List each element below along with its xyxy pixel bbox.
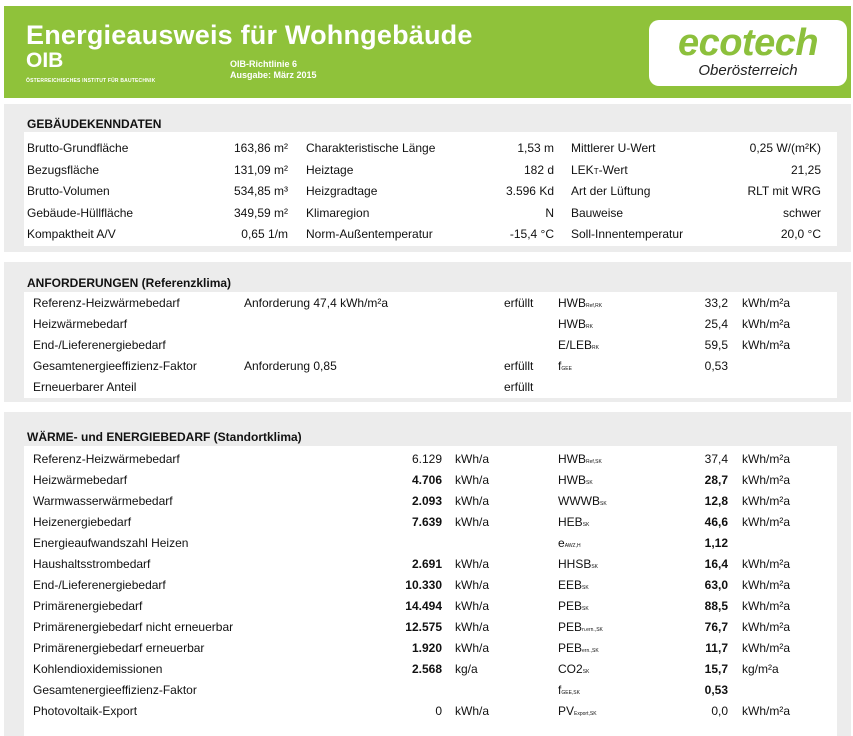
demand-symbol-main: CO2: [558, 662, 583, 676]
ecotech-logo: [649, 20, 847, 86]
demand-symbol: [558, 536, 581, 550]
demand-value: 6.129: [411, 452, 442, 466]
requirement-symbol: [558, 338, 599, 352]
guideline-info: [230, 59, 317, 81]
demand-symbol: [558, 494, 607, 508]
header-banner: [4, 6, 851, 98]
demand-symbol-subscript: n.ern.,SK: [582, 627, 603, 633]
demand-symbol-subscript: GEE,SK: [561, 690, 580, 696]
demand-unit: kWh/a: [455, 599, 490, 613]
requirement-value: 0,53: [704, 359, 728, 373]
demand-label: Referenz-Heizwärmebedarf: [33, 452, 180, 466]
gebaeude-label: Brutto-Grundfläche: [27, 141, 129, 155]
requirement-status: erfüllt: [504, 296, 534, 310]
oib-label: OIB: [26, 49, 64, 72]
gebaeude-value: 163,86 m²: [233, 141, 288, 155]
demand-unit: kWh/a: [455, 620, 490, 634]
gebaeude-title: GEBÄUDEKENNDATEN: [27, 117, 162, 131]
gebaeude-value: RLT mit WRG: [747, 184, 821, 198]
demand-label: Heizwärmebedarf: [33, 473, 128, 487]
gebaeude-label: [571, 163, 628, 177]
requirement-unit: kWh/m²a: [742, 296, 790, 310]
guideline-label: OIB-Richtlinie 6: [230, 59, 298, 69]
gebaeude-label: Soll-Innentemperatur: [571, 227, 684, 241]
demand-value: 2.093: [411, 494, 442, 508]
specific-unit: kWh/m²a: [742, 599, 790, 613]
demand-symbol-main: PEB: [558, 641, 583, 655]
gebaeude-label: Charakteristische Länge: [306, 141, 436, 155]
requirement-symbol-subscript: GEE: [561, 366, 572, 372]
demand-value: 4.706: [411, 473, 442, 487]
requirement-symbol: [558, 359, 572, 373]
demand-symbol: [558, 515, 589, 529]
bedarf-title: WÄRME- und ENERGIEBEDARF (Standortklima): [27, 430, 302, 444]
demand-symbol-subscript: SK: [591, 564, 599, 570]
demand-value: 7.639: [411, 515, 442, 529]
gebaeude-label: Heizgradtage: [306, 184, 378, 198]
requirement-unit: kWh/m²a: [742, 338, 790, 352]
demand-value: 14.494: [405, 599, 442, 613]
requirement-value: 33,2: [704, 296, 728, 310]
demand-unit: kWh/a: [455, 494, 490, 508]
specific-value: 76,7: [704, 620, 728, 634]
gebaeude-value: 1,53 m: [517, 141, 554, 155]
gebaeude-value: 534,85 m³: [233, 184, 288, 198]
gebaeude-value: 0,25 W/(m²K): [749, 141, 821, 155]
demand-label: Warmwasserwärmebedarf: [33, 494, 173, 508]
anforderungen-title: ANFORDERUNGEN (Referenzklima): [27, 276, 232, 290]
gebaeude-label: Brutto-Volumen: [27, 184, 110, 198]
demand-symbol: [558, 473, 593, 487]
requirement-threshold: Anforderung 47,4 kWh/m²a: [244, 296, 389, 310]
requirement-label: Erneuerbarer Anteil: [33, 380, 137, 394]
demand-symbol-main: PV: [558, 704, 575, 718]
demand-symbol-main: PEB: [558, 599, 583, 613]
specific-unit: kWh/m²a: [742, 704, 790, 718]
gebaeude-label: Klimaregion: [306, 206, 370, 220]
specific-unit: kWh/m²a: [742, 473, 790, 487]
specific-value: 0,0: [711, 704, 728, 718]
edition-label: Ausgabe: März 2015: [230, 70, 317, 80]
specific-value: 46,6: [704, 515, 728, 529]
gebaeude-label: Mittlerer U-Wert: [571, 141, 656, 155]
requirement-unit: kWh/m²a: [742, 317, 790, 331]
demand-symbol: [558, 683, 580, 697]
demand-symbol-subscript: SK: [599, 501, 607, 507]
demand-value: 2.568: [411, 662, 442, 676]
lek-main: LEK: [571, 163, 594, 177]
demand-symbol: [558, 599, 589, 613]
requirement-symbol-main: E/LEB: [558, 338, 593, 352]
demand-value: 2.691: [411, 557, 442, 571]
requirement-symbol-main: f: [558, 359, 562, 373]
demand-symbol: [558, 557, 598, 571]
gebaeude-value: schwer: [782, 206, 821, 220]
gebaeude-value: 20,0 °C: [780, 227, 821, 241]
requirement-threshold: Anforderung 0,85: [244, 359, 337, 373]
demand-label: End-/Lieferenergiebedarf: [33, 578, 166, 592]
institute-name: ÖSTERREICHISCHES INSTITUT FÜR BAUTECHNIK: [26, 78, 156, 84]
demand-symbol: [558, 641, 599, 655]
requirement-label: Gesamtenergieeffizienz-Faktor: [33, 359, 197, 373]
demand-symbol: [558, 620, 603, 634]
demand-symbol-main: PEB: [558, 620, 583, 634]
demand-symbol-main: f: [558, 683, 562, 697]
requirement-symbol-subscript: Ref,RK: [586, 303, 603, 309]
requirement-status: erfüllt: [504, 380, 534, 394]
demand-symbol-subscript: Export,SK: [574, 711, 597, 717]
specific-value: 37,4: [704, 452, 728, 466]
requirement-value: 25,4: [704, 317, 728, 331]
demand-label: Primärenergiebedarf erneuerbar: [33, 641, 205, 655]
demand-unit: kWh/a: [455, 641, 490, 655]
demand-symbol: [558, 452, 602, 466]
demand-unit: kWh/a: [455, 452, 490, 466]
demand-unit: kWh/a: [455, 704, 490, 718]
requirement-label: Referenz-Heizwärmebedarf: [33, 296, 180, 310]
specific-unit: kWh/m²a: [742, 452, 790, 466]
gebaeude-value: -15,4 °C: [509, 227, 554, 241]
demand-label: Energieaufwandszahl Heizen: [33, 536, 189, 550]
gebaeude-label: Art der Lüftung: [571, 184, 651, 198]
demand-symbol-main: WWWB: [558, 494, 600, 508]
demand-symbol-main: EEB: [558, 578, 583, 592]
demand-symbol-subscript: AWZ,H: [564, 543, 581, 549]
demand-value: 1.920: [411, 641, 442, 655]
demand-symbol: [558, 704, 597, 718]
demand-symbol: [558, 578, 589, 592]
demand-value: 12.575: [405, 620, 442, 634]
specific-value: 1,12: [704, 536, 728, 550]
specific-value: 63,0: [704, 578, 728, 592]
demand-symbol-subscript: SK: [582, 669, 590, 675]
demand-symbol-main: HEB: [558, 515, 583, 529]
demand-label: Heizenergiebedarf: [33, 515, 132, 529]
gebaeude-value: 21,25: [790, 163, 821, 177]
specific-unit: kWh/m²a: [742, 515, 790, 529]
gebaeude-label: Bauweise: [571, 206, 624, 220]
demand-label: Primärenergiebedarf: [33, 599, 143, 613]
demand-symbol-main: HWB: [558, 473, 586, 487]
demand-unit: kWh/a: [455, 515, 490, 529]
demand-label: Photovoltaik-Export: [33, 704, 138, 718]
specific-unit: kWh/m²a: [742, 494, 790, 508]
specific-unit: kWh/m²a: [742, 557, 790, 571]
gebaeude-label: Norm-Außentemperatur: [306, 227, 433, 241]
specific-value: 0,53: [704, 683, 728, 697]
demand-symbol-main: HHSB: [558, 557, 592, 571]
demand-value: 10.330: [405, 578, 442, 592]
demand-symbol-subscript: SK: [586, 480, 593, 486]
requirement-symbol-subscript: RK: [586, 324, 593, 330]
value-cell: [558, 376, 734, 396]
specific-unit: kg/m²a: [742, 662, 779, 676]
specific-value: 12,8: [704, 494, 728, 508]
specific-value: 15,7: [704, 662, 728, 676]
gebaeude-value: 131,09 m²: [233, 163, 288, 177]
demand-symbol-main: e: [558, 536, 565, 550]
requirement-symbol: [558, 296, 602, 310]
requirement-value: 59,5: [704, 338, 728, 352]
gebaeude-value: 182 d: [523, 163, 554, 177]
gebaeude-value: N: [545, 206, 554, 220]
gebaeude-value: 349,59 m²: [233, 206, 288, 220]
lek-subscript: T: [593, 167, 599, 176]
gebaeude-label: Bezugsfläche: [27, 163, 100, 177]
specific-value: 16,4: [704, 557, 728, 571]
demand-symbol-main: HWB: [558, 452, 586, 466]
gebaeude-label: Heiztage: [306, 163, 354, 177]
demand-symbol-subscript: ern.,SK: [582, 648, 599, 654]
requirement-label: Heizwärmebedarf: [33, 317, 128, 331]
requirement-symbol-main: HWB: [558, 296, 586, 310]
demand-label: Kohlendioxidemissionen: [33, 662, 163, 676]
gebaeude-label: Kompaktheit A/V: [27, 227, 116, 241]
demand-symbol-subscript: Ref,SK: [586, 459, 602, 465]
requirement-symbol-main: HWB: [558, 317, 586, 331]
gebaeude-value: 3.596 Kd: [505, 184, 554, 198]
demand-unit: kg/a: [455, 662, 478, 676]
demand-unit: kWh/a: [455, 473, 490, 487]
gebaeude-label: Gebäude-Hüllfläche: [27, 206, 134, 220]
document-title: Energieausweis für Wohngebäude: [26, 20, 473, 50]
logo-wordmark: ecotech: [677, 22, 819, 64]
logo-region: Oberösterreich: [698, 62, 798, 79]
specific-unit: kWh/m²a: [742, 641, 790, 655]
specific-value: 88,5: [704, 599, 728, 613]
demand-unit: kWh/a: [455, 557, 490, 571]
lek-tail: -Wert: [598, 163, 628, 177]
demand-symbol-subscript: SK: [582, 606, 589, 612]
requirement-status: erfüllt: [504, 359, 534, 373]
demand-unit: kWh/a: [455, 578, 490, 592]
requirement-symbol: [558, 317, 593, 331]
specific-unit: kWh/m²a: [742, 620, 790, 634]
demand-label: Haushaltsstrombedarf: [33, 557, 151, 571]
demand-label: Gesamtenergieeffizienz-Faktor: [33, 683, 197, 697]
requirement-label: End-/Lieferenergiebedarf: [33, 338, 166, 352]
demand-value: 0: [435, 704, 442, 718]
demand-symbol-subscript: SK: [582, 522, 590, 528]
demand-label: Primärenergiebedarf nicht erneuerbar: [33, 620, 234, 634]
specific-value: 11,7: [705, 641, 728, 655]
requirement-symbol-subscript: RK: [592, 345, 599, 351]
gebaeude-value: 0,65 1/m: [241, 227, 288, 241]
demand-symbol-subscript: SK: [582, 585, 589, 591]
specific-unit: kWh/m²a: [742, 578, 790, 592]
demand-symbol: [558, 662, 589, 676]
specific-value: 28,7: [704, 473, 728, 487]
